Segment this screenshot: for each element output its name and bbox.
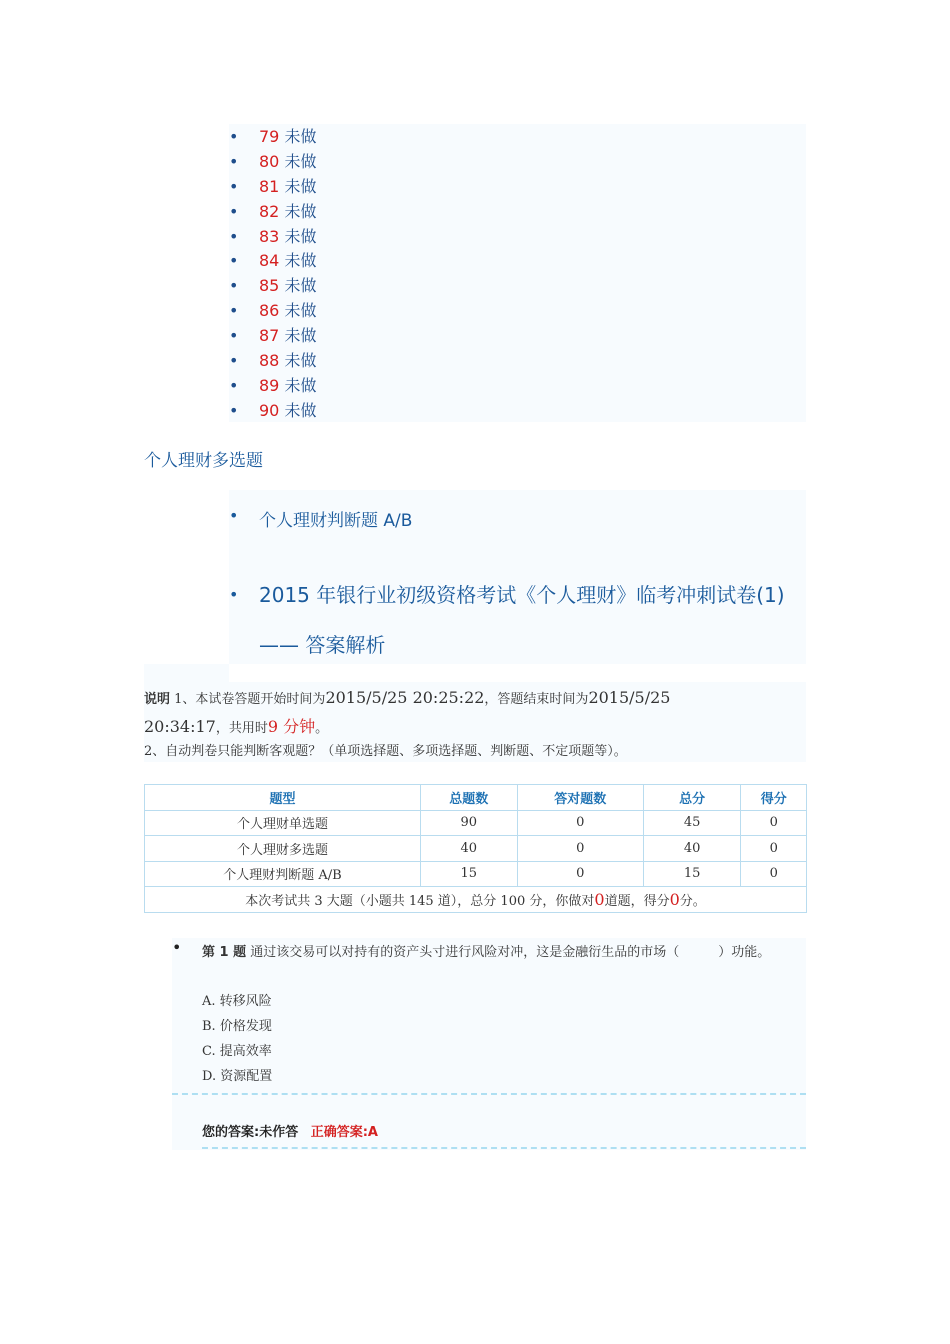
question-status-item[interactable] — [229, 174, 806, 199]
summary-cell — [145, 887, 807, 913]
bullet-icon: • — [229, 585, 239, 604]
bullet-icon: • — [229, 176, 239, 196]
question-number: 86 — [259, 301, 280, 321]
column-header: 总分 — [643, 785, 741, 811]
exam-description — [144, 682, 806, 762]
bullet-icon: • — [229, 201, 239, 221]
question-status-item[interactable] — [229, 398, 806, 423]
question-number: 83 — [259, 226, 280, 246]
table-cell: 45 — [643, 810, 741, 836]
question-status-list — [229, 124, 806, 422]
divider — [202, 1147, 806, 1149]
link-judgement[interactable] — [229, 506, 412, 531]
bullet-icon: • — [172, 938, 182, 957]
table-cell: 0 — [517, 836, 643, 862]
question-status-item[interactable] — [229, 224, 806, 249]
question-status-item[interactable] — [229, 373, 806, 398]
question-number: 82 — [259, 201, 280, 221]
bullet-icon: • — [229, 127, 239, 146]
question-number: 87 — [259, 326, 280, 346]
question-status-item[interactable] — [229, 248, 806, 273]
table-row — [145, 810, 807, 836]
description-text: ，答题结束时间为 — [484, 692, 589, 707]
end-time: 20:34:17 — [144, 717, 216, 736]
link-exam-title[interactable] — [229, 570, 799, 670]
bullet-icon: • — [229, 251, 239, 271]
option-a: A. 转移风险 — [202, 994, 272, 1009]
question-state: 未做 — [284, 301, 317, 321]
summary-text: 分。 — [679, 893, 706, 909]
bullet-icon: • — [229, 400, 239, 420]
column-header: 得分 — [741, 785, 807, 811]
question-number: 88 — [259, 351, 280, 371]
bullet-icon: • — [229, 351, 239, 371]
question-text — [202, 940, 802, 965]
question-number: 84 — [259, 251, 280, 271]
question-state: 未做 — [284, 226, 317, 246]
score-table — [144, 784, 807, 913]
question-stem: 通过该交易可以对持有的资产头寸进行风险对冲，这是金融衍生品的市场（ ）功能。 — [250, 945, 771, 960]
question-state: 未做 — [284, 151, 317, 171]
exam-links — [229, 490, 806, 664]
description-text: 1、本试卷答题开始时间为 — [174, 692, 326, 707]
question-state: 未做 — [284, 400, 317, 420]
duration: 9 分钟 — [267, 717, 316, 736]
correct-answer: 正确答案:A — [310, 1125, 378, 1140]
column-header: 总题数 — [420, 785, 517, 811]
table-cell: 15 — [420, 861, 517, 887]
bullet-icon: • — [229, 375, 239, 395]
question-status-item[interactable] — [229, 348, 806, 373]
end-date: 2015/5/25 — [588, 688, 671, 707]
column-header: 答对题数 — [517, 785, 643, 811]
question-number: 85 — [259, 276, 280, 296]
summary-correct-count: 0 — [594, 889, 605, 909]
question-1 — [172, 938, 806, 1150]
question-number: 81 — [259, 176, 280, 196]
table-row — [145, 836, 807, 862]
table-cell: 0 — [517, 861, 643, 887]
summary-score: 0 — [669, 889, 680, 909]
bullet-icon: • — [229, 506, 239, 525]
question-status-item[interactable] — [229, 323, 806, 348]
question-state: 未做 — [284, 251, 317, 271]
your-answer: 您的答案:未作答 — [202, 1125, 299, 1140]
answer-line — [202, 1121, 378, 1140]
question-state: 未做 — [284, 127, 317, 146]
table-cell: 15 — [643, 861, 741, 887]
description-label: 说明 — [144, 692, 171, 707]
table-cell: 0 — [741, 861, 807, 887]
question-number: 79 — [259, 127, 280, 146]
question-state: 未做 — [284, 176, 317, 196]
link-judgement-label: 个人理财判断题 A/B — [259, 511, 413, 531]
table-cell: 0 — [741, 810, 807, 836]
question-number: 89 — [259, 375, 280, 395]
table-cell: 0 — [741, 836, 807, 862]
bullet-icon: • — [229, 301, 239, 321]
question-state: 未做 — [284, 351, 317, 371]
question-status-item[interactable] — [229, 199, 806, 224]
table-cell: 0 — [517, 810, 643, 836]
table-cell: 个人理财单选题 — [145, 810, 421, 836]
divider — [172, 1093, 806, 1095]
question-label: 第 1 题 — [202, 945, 247, 960]
question-state: 未做 — [284, 375, 317, 395]
question-state: 未做 — [284, 326, 317, 346]
column-header: 题型 — [145, 785, 421, 811]
question-number: 90 — [259, 400, 280, 420]
table-cell: 40 — [420, 836, 517, 862]
table-cell: 40 — [643, 836, 741, 862]
question-status-item[interactable] — [229, 298, 806, 323]
summary-text: 道题，得分 — [604, 893, 670, 909]
start-time: 2015/5/25 20:25:22 — [325, 688, 485, 707]
option-c: C. 提高效率 — [202, 1044, 272, 1059]
question-state: 未做 — [284, 201, 317, 221]
bullet-icon: • — [229, 276, 239, 296]
table-cell: 个人理财多选题 — [145, 836, 421, 862]
description-line-3: 2、自动判卷只能判断客观题？（单项选择题、多项选择题、判断题、不定项题等）。 — [144, 744, 627, 759]
table-cell: 个人理财判断题 A/B — [145, 861, 421, 887]
description-text: ，共用时 — [215, 721, 268, 736]
section-title-multiple-choice[interactable]: 个人理财多选题 — [144, 451, 263, 471]
link-exam-title-label: 2015 年银行业初级资格考试《个人理财》临考冲刺试卷(1) —— 答案解析 — [259, 583, 785, 657]
table-row — [145, 861, 807, 887]
question-number: 80 — [259, 151, 280, 171]
bullet-icon: • — [229, 226, 239, 246]
summary-text: 本次考试共 3 大题（小题共 145 道），总分 100 分，你做对 — [245, 893, 595, 909]
question-state: 未做 — [284, 276, 317, 296]
table-cell: 90 — [420, 810, 517, 836]
summary-row — [145, 887, 807, 913]
question-status-item[interactable] — [229, 149, 806, 174]
option-d: D. 资源配置 — [202, 1069, 273, 1084]
description-text: 。 — [315, 721, 329, 736]
option-b: B. 价格发现 — [202, 1019, 272, 1034]
question-status-item[interactable] — [229, 273, 806, 298]
bullet-icon: • — [229, 151, 239, 171]
bullet-icon: • — [229, 326, 239, 346]
question-status-item[interactable] — [229, 124, 806, 149]
